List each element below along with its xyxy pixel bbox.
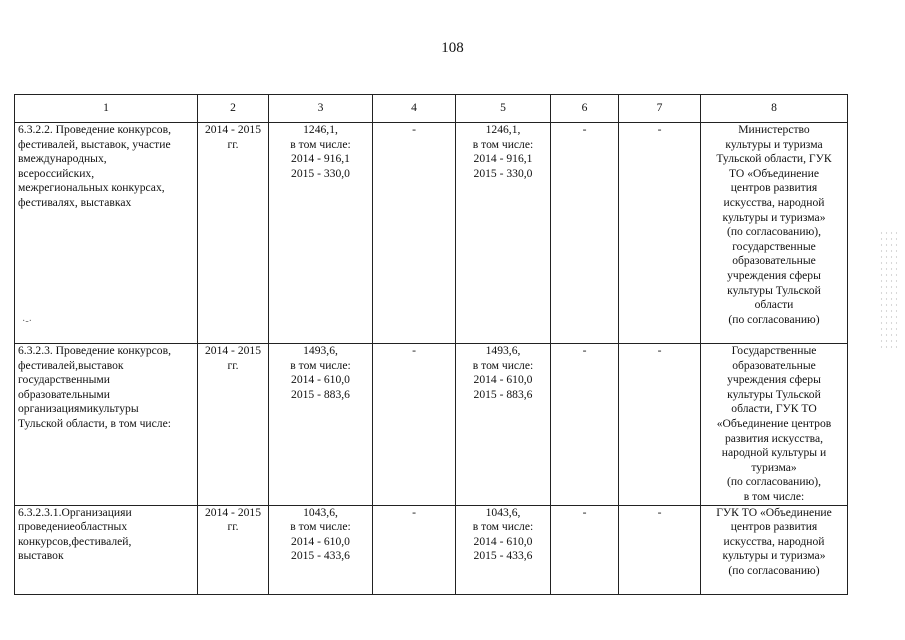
col6-cell: - <box>551 123 619 344</box>
text-line: гг. <box>227 520 239 534</box>
text-line: государственные <box>732 239 816 253</box>
text-line: образовательные <box>732 358 816 372</box>
justified-line <box>18 506 194 521</box>
text-line: учреждения сферы <box>727 373 821 387</box>
text-line: 2014 - 2015 <box>204 344 262 357</box>
text-line: государственными <box>18 373 110 387</box>
justified-line <box>18 152 194 167</box>
text-line: народной культуры и <box>721 446 827 460</box>
table-row <box>15 123 848 344</box>
text-line: 2014 - 610,0 <box>291 373 350 387</box>
line-word: Организация <box>61 505 126 519</box>
line-word: организациями <box>18 402 93 416</box>
text-line: Тульской области, в том числе: <box>18 416 171 430</box>
text-line: 1246,1, <box>303 123 338 136</box>
col4-cell: - <box>373 123 456 344</box>
text-line: центров развития <box>730 181 818 195</box>
text-line: ТО «Объединение <box>729 166 819 180</box>
text-line: 2014 - 2015 <box>204 123 262 136</box>
text-line: 2014 - 916,1 <box>291 152 350 166</box>
justified-line <box>18 402 194 417</box>
period-cell <box>198 123 269 344</box>
text-line: 1246,1, <box>485 123 521 136</box>
col4-cell: - <box>373 344 456 506</box>
text-line: 2015 - 883,6 <box>473 387 533 401</box>
header-col-6: 6 <box>551 95 619 123</box>
text-line: 6.3.2.2. Проведение конкурсов, <box>18 123 171 136</box>
total-funding-cell <box>269 123 373 344</box>
header-col-7: 7 <box>619 95 701 123</box>
text-line: Тульской области, ГУК <box>716 152 832 166</box>
text-line: Министерство <box>738 123 810 136</box>
line-word: и <box>125 505 132 519</box>
text-line: 2014 - 610,0 <box>473 373 533 387</box>
text-line: культуры и туризма» <box>722 549 826 563</box>
text-line: выставок <box>18 549 64 563</box>
scan-speck: ·-· <box>22 316 32 327</box>
text-line: фестивалей, выставок, участие <box>18 137 171 151</box>
executor-cell <box>701 344 848 506</box>
text-line: культуры Тульской <box>727 283 821 297</box>
page-number: 108 <box>441 40 464 56</box>
line-word: фестивалей, <box>71 534 132 548</box>
text-line: в том числе: <box>472 520 534 534</box>
activity-name-cell <box>15 505 198 594</box>
text-line: в том числе: <box>290 358 351 372</box>
header-col-8: 8 <box>701 95 848 123</box>
text-line: (по согласованию) <box>728 312 820 326</box>
line-word: 6.3.2.3.1. <box>18 505 62 519</box>
text-line: 1043,6, <box>303 505 338 519</box>
text-line: образовательными <box>18 387 110 401</box>
text-line: в том числе: <box>472 137 534 151</box>
text-line: 2014 - 916,1 <box>473 152 533 166</box>
text-line: «Объединение центров <box>716 416 832 430</box>
text-line: (по согласованию) <box>728 563 820 577</box>
text-line: 2015 - 433,6 <box>291 549 350 563</box>
col4-cell: - <box>373 505 456 594</box>
text-line: в том числе: <box>472 358 534 372</box>
line-word: международных, <box>23 152 107 166</box>
text-line: области, ГУК ТО <box>731 402 817 416</box>
text-line: 2014 - 610,0 <box>291 534 350 548</box>
col6-cell: - <box>551 505 619 594</box>
text-line: образовательные <box>732 254 816 268</box>
col5-funding-cell <box>456 505 551 594</box>
col5-funding-cell <box>456 123 551 344</box>
line-word: областных <box>74 520 128 534</box>
text-line: центров развития <box>730 520 818 534</box>
line-word: конкурсов, <box>18 534 72 548</box>
text-line: 1493,6, <box>485 344 521 357</box>
text-line: в том числе: <box>290 137 351 151</box>
scan-margin-noise <box>879 230 897 350</box>
total-funding-cell <box>269 505 373 594</box>
executor-cell <box>701 505 848 594</box>
col7-cell: - <box>619 123 701 344</box>
period-cell <box>198 505 269 594</box>
col5-funding-cell <box>456 344 551 506</box>
col6-cell: - <box>551 344 619 506</box>
text-line: фестивалях, выставках <box>18 195 132 209</box>
executor-cell <box>701 123 848 344</box>
justified-line <box>18 359 194 374</box>
col7-cell: - <box>619 505 701 594</box>
header-col-3: 3 <box>269 95 373 123</box>
period-cell <box>198 344 269 506</box>
text-line: 1493,6, <box>303 344 338 357</box>
table-row <box>15 344 848 506</box>
text-line: 2014 - 2015 <box>204 505 262 519</box>
col7-cell: - <box>619 344 701 506</box>
line-word: выставок <box>77 358 124 372</box>
activity-name-cell <box>15 123 198 344</box>
text-line: 2015 - 883,6 <box>291 387 350 401</box>
header-col-1: 1 <box>15 95 198 123</box>
text-line: в том числе: <box>290 520 351 534</box>
text-line: всероссийских, <box>18 166 95 180</box>
text-line: культуры и туризма <box>725 137 823 151</box>
total-funding-cell <box>269 344 373 506</box>
text-line: искусства, народной <box>723 534 825 548</box>
text-line: туризма» <box>751 460 797 474</box>
justified-line <box>18 520 194 535</box>
line-word: фестивалей, <box>18 358 78 372</box>
text-line: (по согласованию), <box>726 475 822 489</box>
text-line: гг. <box>227 137 239 151</box>
header-col-5: 5 <box>456 95 551 123</box>
text-line: 2015 - 330,0 <box>473 166 533 180</box>
text-line: (по согласованию), <box>726 225 822 239</box>
text-line: культуры Тульской <box>727 387 821 401</box>
text-line: гг. <box>227 358 239 372</box>
justified-line <box>18 535 194 550</box>
line-word: проведение <box>18 520 75 534</box>
text-line: в том числе: <box>743 489 805 503</box>
text-line: культуры и туризма» <box>722 210 826 224</box>
header-col-4: 4 <box>373 95 456 123</box>
line-word: культуры <box>92 402 139 416</box>
table-row <box>15 505 848 594</box>
text-line: 2014 - 610,0 <box>473 534 533 548</box>
text-line: ГУК ТО «Объединение <box>716 505 832 519</box>
text-line: межрегиональных конкурсах, <box>18 181 165 195</box>
header-row <box>15 95 848 123</box>
text-line: 2015 - 433,6 <box>473 549 533 563</box>
line-word: в <box>18 152 24 166</box>
text-line: Государственные <box>731 344 817 357</box>
text-line: 6.3.2.3. Проведение конкурсов, <box>18 344 171 357</box>
text-line: учреждения сферы <box>727 268 821 282</box>
text-line: искусства, народной <box>723 195 825 209</box>
header-col-2: 2 <box>198 95 269 123</box>
text-line: 2015 - 330,0 <box>291 166 350 180</box>
text-line: развития искусства, <box>724 431 824 445</box>
text-line: области <box>754 298 794 312</box>
program-table <box>14 94 848 595</box>
text-line: 1043,6, <box>485 505 521 519</box>
activity-name-cell <box>15 344 198 506</box>
